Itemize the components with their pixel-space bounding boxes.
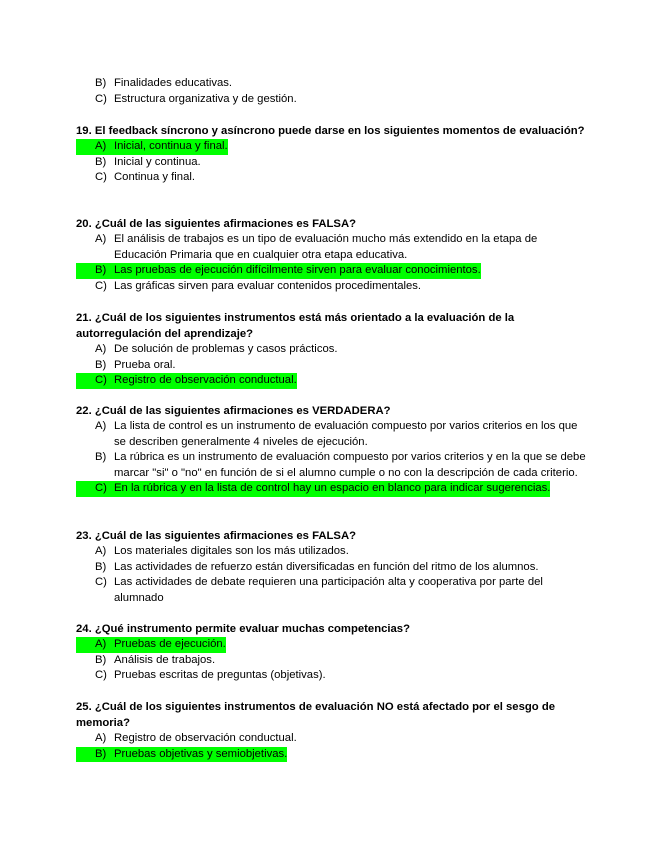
option-c-correct [76,373,586,389]
question-block [76,76,586,107]
option-c [76,279,586,295]
question-title: 24. ¿Qué instrumento permite evaluar muchas competencias? [76,623,410,635]
question-block [76,528,586,606]
option-c [76,668,586,684]
option-letter: C) [95,576,107,589]
option-text: El análisis de trabajos es un tipo de evaluación mucho más extendido en la etapa de Educación Primaria que en cualquier otra etapa educativa. [114,233,538,261]
option-b [76,560,586,576]
option-letter: C) [95,92,107,105]
option-b-correct [76,263,586,279]
option-a-correct [76,139,586,155]
option-text: Las actividades de refuerzo están diversificadas en función del ritmo de los alumnos. [114,560,539,573]
option-text: Pruebas objetivas y semiobjetivas. [114,747,287,763]
option-letter: B) [76,263,114,279]
option-text: Inicial, continua y final. [114,139,228,155]
option-text: Pruebas de ejecución. [114,637,226,653]
option-text: La rúbrica es un instrumento de evaluación compuesto por varios criterios y en la que se debe marcar "si" o "no" en función de si el alumno cumple o no con la descripción de cada criterio. [114,451,586,479]
option-text: Las pruebas de ejecución difícilmente sirven para evaluar conocimientos. [114,263,481,279]
option-c [76,170,586,186]
option-text: Registro de observación conductual. [114,732,297,744]
option-letter: A) [95,545,107,557]
question-block [76,403,586,497]
option-letter: A) [95,343,107,355]
question-title: 21. ¿Cuál de los siguientes instrumentos está más orientado a la evaluación de la autorregulación del aprendizaje? [76,312,515,340]
option-letter: B) [95,358,107,371]
option-a-correct [76,637,586,653]
option-letter: B) [76,747,114,763]
question-block [76,621,586,684]
question-title: 19. El feedback síncrono y asíncrono puede darse en los siguientes momentos de evaluación? [76,125,585,137]
options-list [76,544,586,606]
question-title: 22. ¿Cuál de las siguientes afirmaciones es VERDADERA? [76,405,391,417]
options-list [76,76,586,107]
options-list [76,637,586,684]
option-text: Registro de observación conductual. [114,373,297,389]
option-text: Análisis de trabajos. [114,653,216,666]
option-letter: C) [76,481,114,497]
option-a [76,544,586,560]
question-block [76,310,586,389]
option-letter: A) [95,233,107,245]
question-block [76,123,586,186]
option-letter: A) [95,420,107,432]
option-b [76,358,586,374]
option-text: Finalidades educativas. [114,77,233,89]
question-title: 20. ¿Cuál de las siguientes afirmaciones es FALSA? [76,218,357,230]
options-list [76,419,586,497]
option-text: De solución de problemas y casos prácticos. [114,343,338,355]
option-letter: B) [95,653,107,666]
question-title: 23. ¿Cuál de las siguientes afirmaciones es FALSA? [76,530,357,542]
option-a [76,731,586,747]
option-text: Continua y final. [114,171,196,184]
option-b [76,76,586,92]
option-letter: C) [95,279,107,292]
option-letter: B) [95,155,107,168]
option-text: En la rúbrica y en la lista de control hay un espacio en blanco para indicar sugerencias. [114,481,550,497]
option-c [76,92,586,108]
question-block [76,216,586,294]
option-b [76,155,586,171]
option-text: Estructura organizativa y de gestión. [114,92,297,105]
option-text: Las gráficas sirven para evaluar contenidos procedimentales. [114,279,422,292]
option-letter: A) [76,139,114,155]
option-letter: C) [76,373,114,389]
options-list [76,342,586,389]
question-title: 25. ¿Cuál de los siguientes instrumentos de evaluación NO está afectado por el sesgo de memoria? [76,701,555,729]
question-block [76,699,586,762]
option-b [76,450,586,481]
option-text: La lista de control es un instrumento de evaluación compuesto por varios criterios en los que se describen generalmente 4 niveles de ejecución. [114,420,578,448]
option-text: Inicial y continua. [114,155,201,168]
option-letter: B) [95,451,107,464]
option-a [76,419,586,450]
option-a [76,232,586,263]
options-list [76,731,586,762]
option-letter: A) [76,637,114,653]
option-letter: B) [95,77,107,89]
option-letter: C) [95,171,107,184]
options-list [76,139,586,186]
option-letter: A) [95,732,107,744]
option-text: Las actividades de debate requieren una participación alta y cooperativa por parte del alumnado [114,576,543,604]
option-letter: C) [95,669,107,682]
option-text: Prueba oral. [114,358,176,371]
option-letter: B) [95,560,107,573]
option-c-correct [76,481,586,497]
option-text: Pruebas escritas de preguntas (objetivas). [114,669,326,682]
option-b-correct [76,747,586,763]
option-b [76,653,586,669]
options-list [76,232,586,294]
option-text: Los materiales digitales son los más utilizados. [114,545,349,557]
option-c [76,575,586,606]
option-a [76,342,586,358]
